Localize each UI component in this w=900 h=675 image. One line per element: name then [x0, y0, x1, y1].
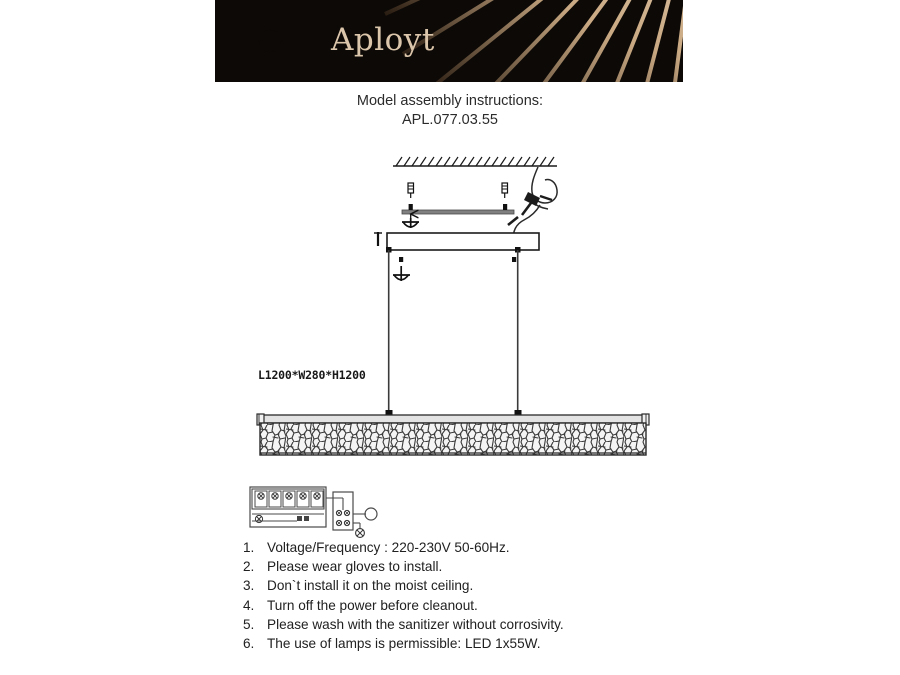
- lamp-symbol-icon: [365, 508, 377, 520]
- dimension-label: L1200*W280*H1200: [258, 368, 366, 382]
- canopy-box-icon: [387, 233, 539, 250]
- list-item-number: 3.: [243, 578, 255, 594]
- title-heading: Model assembly instructions:: [356, 93, 544, 109]
- wire-connector-icon: [513, 167, 557, 240]
- sunburst-icon: [233, 4, 307, 78]
- mounting-bracket-icon: [402, 210, 514, 214]
- brand-banner: [215, 0, 683, 82]
- suspension-rod-icon: [386, 247, 522, 417]
- list-item-number: 6.: [243, 636, 255, 652]
- canopy-screw-left-icon: [393, 257, 410, 281]
- list-item-label: The use of lamps is permissible: LED 1x55W.: [267, 636, 541, 652]
- list-item: [243, 557, 703, 576]
- bracket-fixing-screw-right: [503, 204, 507, 210]
- page-title: [0, 92, 900, 130]
- list-item: [243, 538, 703, 557]
- list-item-label: Don`t install it on the moist ceiling.: [267, 578, 474, 594]
- instruction-list: [243, 538, 703, 653]
- sunburst-core: [259, 30, 281, 52]
- crystal-lamp-body-icon: [257, 414, 649, 455]
- list-item: [243, 576, 703, 595]
- height-tick-marker: [374, 232, 382, 246]
- list-item-label: Please wear gloves to install.: [267, 559, 443, 575]
- list-item-label: Please wash with the sanitizer without corrosivity.: [267, 616, 564, 632]
- bracket-fixing-arrow-left: [402, 204, 419, 228]
- ceiling-screw-left-icon: [408, 183, 414, 198]
- list-item-number: 4.: [243, 597, 255, 613]
- list-item-number: 2.: [243, 559, 255, 575]
- list-item-label: Voltage/Frequency : 220-230V 50-60Hz.: [267, 540, 510, 555]
- list-item: [243, 615, 703, 634]
- model-code: APL.077.03.55: [402, 112, 498, 128]
- ground-screw-icon: [356, 529, 365, 538]
- canopy-screw-right-icon: [512, 257, 516, 262]
- ceiling-screw-right-icon: [502, 183, 508, 198]
- list-item-number: 5.: [243, 616, 255, 632]
- list-item-number: 1.: [243, 540, 255, 555]
- terminal-wiring-diagram-icon: [250, 487, 377, 537]
- list-item-label: Turn off the power before cleanout.: [267, 597, 478, 613]
- wire-junction-icon: [508, 192, 552, 225]
- list-item: [243, 634, 703, 653]
- brand-wordmark: Aployt: [331, 22, 435, 58]
- list-item: [243, 596, 703, 615]
- hatched-ceiling-icon: [393, 157, 557, 166]
